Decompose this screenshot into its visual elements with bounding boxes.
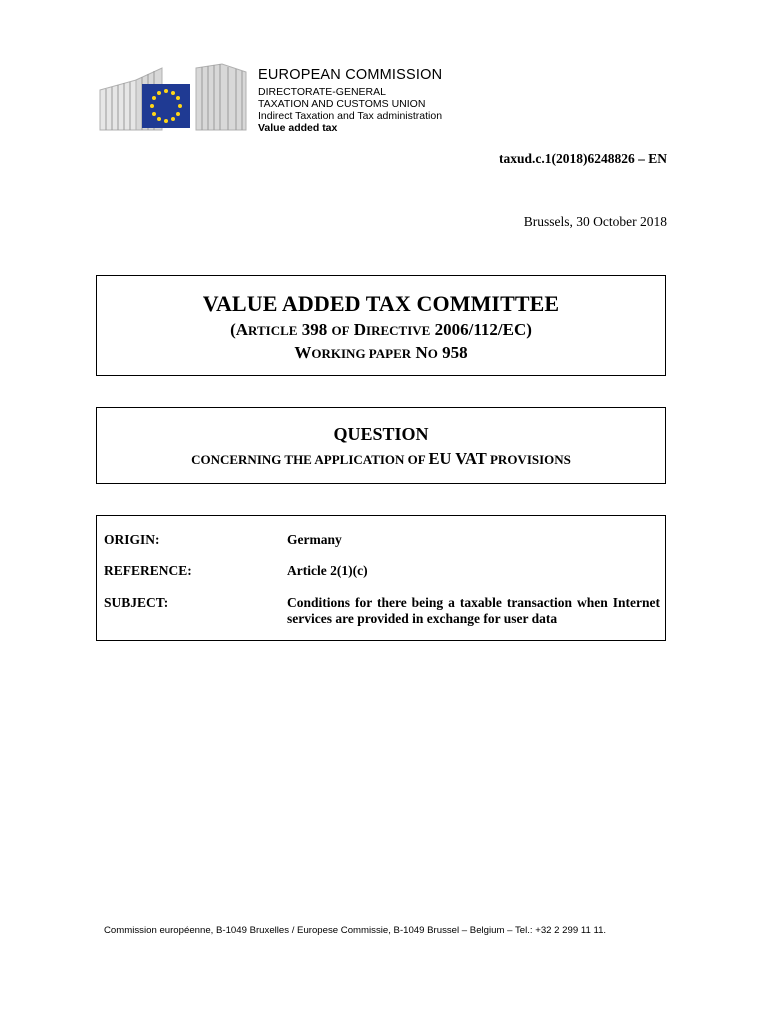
question-sub-part: CONCERNING THE APPLICATION OF (191, 452, 429, 467)
article-line (97, 320, 665, 340)
title-box (96, 275, 666, 376)
article-part: OF (331, 323, 350, 338)
footer-address: Commission européenne, B-1049 Bruxelles / Europese Commissie, B-1049 Brussel – Belgium – Tel.: +32 2 299 11 11. (104, 925, 607, 936)
taxation-union: TAXATION AND CUSTOMS UNION (258, 97, 426, 110)
eu-commission-logo (96, 60, 248, 132)
document-date: Brussels, 30 October 2018 (523, 214, 667, 229)
question-box (96, 407, 666, 484)
article-part: 2006/112/EC) (430, 320, 532, 339)
article-part: D (349, 320, 367, 339)
subunit-name: Value added tax (258, 121, 338, 134)
subject-value: Conditions for there being a taxable transaction when Internet services are provided in exchange for user data (287, 595, 660, 626)
question-sub-part: EU VAT (428, 449, 487, 468)
article-part: IRECTIVE (366, 323, 431, 338)
working-paper-line (97, 343, 665, 363)
reference-label: REFERENCE: (104, 563, 192, 578)
working-paper-part: W (294, 343, 312, 362)
article-part: (A (230, 320, 249, 339)
working-paper-part: 958 (437, 343, 468, 362)
article-part: RTICLE (248, 323, 298, 338)
question-heading: QUESTION (333, 424, 429, 444)
committee-title: VALUE ADDED TAX COMMITTEE (202, 291, 560, 316)
document-reference: taxud.c.1(2018)6248826 – EN (499, 151, 667, 166)
reference-value: Article 2(1)(c) (287, 563, 368, 578)
origin-value: Germany (287, 532, 342, 547)
article-part: 398 (297, 320, 332, 339)
commission-name: EUROPEAN COMMISSION (258, 67, 443, 83)
organisation-header (258, 67, 442, 134)
subject-label: SUBJECT: (104, 595, 169, 610)
origin-label: ORIGIN: (104, 532, 160, 547)
working-paper-part: ORKING PAPER (311, 346, 412, 361)
directorate-general: DIRECTORATE-GENERAL (258, 85, 386, 98)
working-paper-part: N (411, 343, 428, 362)
unit-name: Indirect Taxation and Tax administration (258, 109, 443, 122)
question-subheading (97, 449, 665, 469)
info-box (96, 515, 666, 641)
eu-flag-building-logo-icon (96, 60, 248, 132)
working-paper-part: O (427, 346, 438, 361)
question-sub-part: PROVISIONS (486, 452, 571, 467)
